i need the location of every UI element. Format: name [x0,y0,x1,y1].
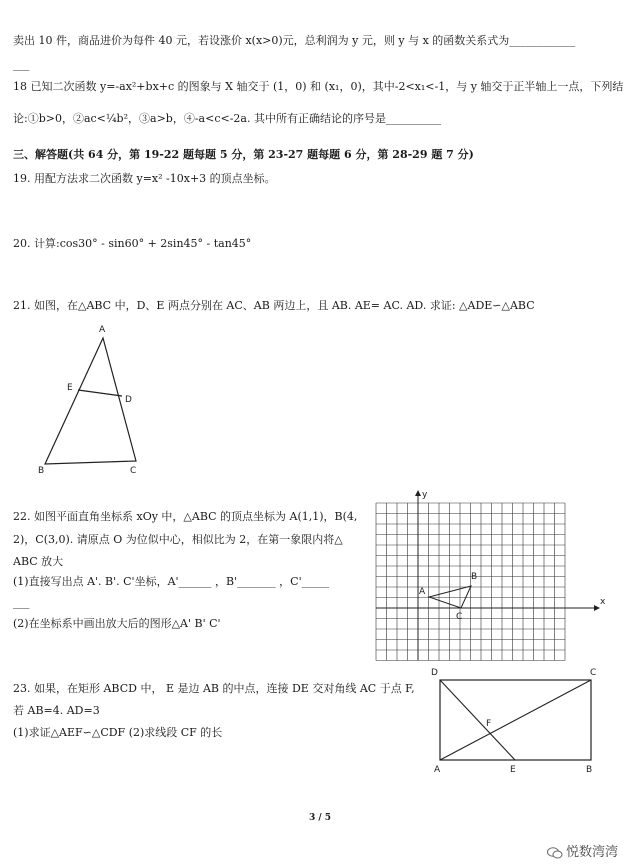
q18-line1: 18 已知二次函数 y=-ax²+bx+c 的图象与 X 轴交于 (1，0) 和 (x₁，0)，其中-2<x₁<-1，与 y 轴交于正半轴上一点，下列结 [13,80,624,93]
q23-line1: 23. 如果，在矩形 ABCD 中， E 是边 AB 的中点，连接 DE 交对角线 AC 于点 F, [13,682,415,695]
point-C-label: C [456,612,463,622]
question-19: 19. 用配方法求二次函数 y=x² -10x+3 的顶点坐标。 [13,172,276,185]
point-B-label: B [471,572,478,582]
label-B: B [38,466,45,476]
axis-y-label: y [422,490,428,500]
q23-line2: 若 AB=4. AD=3 [13,704,100,717]
label-E: E [510,765,516,775]
label-B: B [586,765,593,775]
figure-23-rectangle [425,662,605,774]
question-21: 21. 如图，在△ABC 中，D、E 两点分别在 AC、AB 两边上，且 AB. AE= AC. AD. 求证: △ADE∽△ABC [13,299,535,312]
label-F: F [486,719,492,729]
figure-21-triangle [30,320,160,480]
q22-line1: 22. 如图平面直角坐标系 xOy 中，△ABC 的顶点坐标为 A(1,1)，B(4, [13,510,358,523]
wechat-icon [547,847,563,859]
q17-continuation: 卖出 10 件，商品进价为每件 40 元，若设涨价 x(x>0)元，总利润为 y 元，则 y 与 x 的函数关系式为____________ [13,34,576,47]
q22-line6: (2)在坐标系中画出放大后的图形△A' B' C' [13,617,221,630]
axis-x-label: x [600,597,606,607]
point-A-label: A [419,587,426,597]
q22-line2: 2)，C(3,0). 请原点 O 为位似中心，相似比为 2，在第一象限内将△ [13,533,343,546]
q22-line4: (1)直接写出点 A'. B'. C'坐标，A'______ ，B'_______ ，C'_____ [13,575,330,588]
label-D: D [431,668,438,678]
label-A: A [99,325,106,335]
q22-line5: ___ [13,596,30,609]
label-A: A [434,765,441,775]
page-number: 3 / 5 [308,813,332,823]
label-E: E [67,383,73,393]
section-heading: 三、解答题(共 64 分，第 19-22 题每题 5 分，第 23-27 题每题 6 分，第 28-29 题 7 分) [13,148,474,161]
watermark [547,841,618,860]
label-C: C [130,466,137,476]
q22-line3: ABC 放大 [13,555,64,568]
label-C: C [590,668,597,678]
watermark-text: 悦数湾湾 [565,845,618,860]
q23-line3: (1)求证△AEF∽△CDF (2)求线段 CF 的长 [13,726,223,739]
q17-blank: ___ [13,58,30,71]
label-D: D [125,395,132,405]
question-20: 20. 计算:cos30° - sin60° + 2sin45° - tan45° [13,237,252,250]
q18-line2: 论:①b>0，②ac<¼b²，③a>b，④-a<c<-2a. 其中所有正确结论的序号是__________ [13,112,441,125]
figure-22-coordinate-grid [370,488,610,663]
